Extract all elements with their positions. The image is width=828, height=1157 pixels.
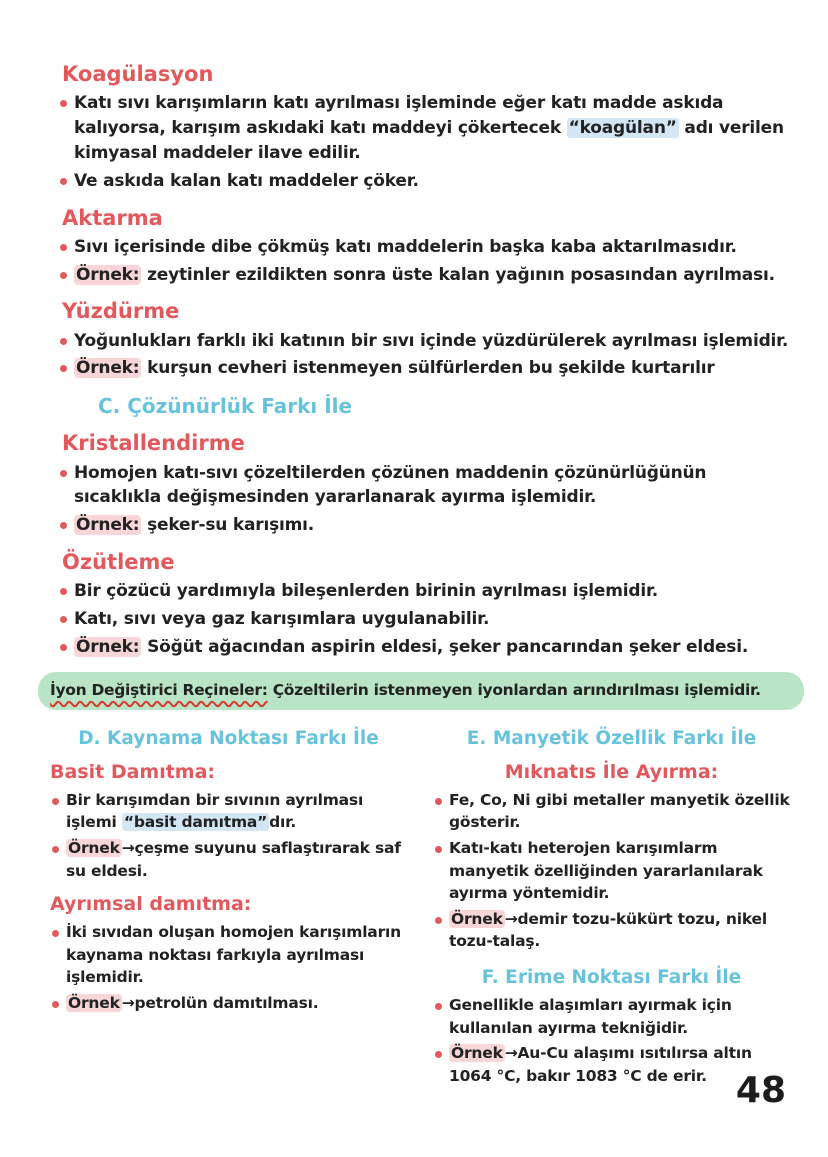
text-segment: Genellikle alaşımları ayırmak için kullanılan ayırma tekniğidir. xyxy=(449,996,737,1037)
banner-lead-text: İyon Değiştirici Reçineler: xyxy=(50,680,268,699)
section-heading: E. Manyetik Özellik Farkı İle xyxy=(466,727,757,749)
banner-rest-text: Çözeltilerin istenmeyen iyonlardan arındırılması işlemidir. xyxy=(267,680,761,699)
text-segment: Örnek: xyxy=(76,515,140,536)
bullet-dot-icon xyxy=(52,1001,59,1008)
text-segment: Katı-katı heterojen karışımlarm manyetik özelliğinden yararlanılarak ayırma yöntemidir. xyxy=(449,838,768,903)
bullet-text xyxy=(74,635,748,660)
section-heading: Yüzdürme xyxy=(62,299,180,324)
text-segment: Sıvı içerisinde dibe çökmüş katı maddelerin başka kaba aktarılmasıdır. xyxy=(74,236,737,257)
bullet-item xyxy=(429,837,794,905)
text-segment: →çeşme suyunu saflaştırarak saf su eldesi. xyxy=(66,838,407,880)
text-segment: Örnek xyxy=(451,909,503,928)
bullet-text xyxy=(66,921,411,989)
bullet-dot-icon xyxy=(60,365,67,372)
bullet-item xyxy=(429,789,794,834)
bullet-dot-icon xyxy=(435,1003,442,1010)
bullet-text xyxy=(449,994,794,1039)
bullet-text xyxy=(74,356,715,381)
right-column xyxy=(429,714,794,1091)
bullet-item xyxy=(46,513,794,538)
text-segment: zeytinler ezildikten sonra üste kalan yağının posasından ayrılması. xyxy=(141,264,775,285)
bullet-item xyxy=(46,921,411,989)
section-heading: F. Erime Noktası Farkı İle xyxy=(481,967,742,989)
text-segment: Örnek: xyxy=(76,636,140,657)
text-segment: Örnek xyxy=(68,838,120,857)
text-segment: kurşun cevheri istenmeyen sülfürlerden bu şekilde kurtarılır xyxy=(141,358,715,379)
text-segment: Katı sıvı karışımların katı ayrılması işleminde eğer katı madde askıda kalıyorsa, karışım askıdaki katı maddeyi çökertecek xyxy=(74,93,730,139)
bullet-text xyxy=(66,789,411,834)
text-segment: Bir karışımdan bir sıvının ayrılması işlemi xyxy=(66,790,369,832)
bullet-text xyxy=(74,235,737,260)
section-heading: D. Kaynama Noktası Farkı İle xyxy=(78,727,379,749)
text-segment: Söğüt ağacından aspirin eldesi, şeker pancarından şeker eldesi. xyxy=(141,636,749,657)
bullet-dot-icon xyxy=(435,846,442,853)
section-heading: C. Çözünürlük Farkı İle xyxy=(98,394,353,419)
bullet-dot-icon xyxy=(60,522,67,529)
section-heading: Özütleme xyxy=(62,549,175,574)
section-heading: Basit Damıtma: xyxy=(50,760,216,783)
text-segment: Bir çözücü yardımıyla bileşenlerden birinin ayrılması işlemidir. xyxy=(74,581,659,602)
bullet-item xyxy=(46,461,794,511)
bullet-text xyxy=(74,169,419,194)
bullet-item xyxy=(429,908,794,953)
bullet-text xyxy=(449,837,794,905)
bullet-dot-icon xyxy=(60,244,67,251)
bullet-dot-icon xyxy=(435,917,442,924)
text-segment: “basit damıtma” xyxy=(123,813,268,832)
text-segment: →petrolün damıtılması. xyxy=(121,993,319,1012)
section-heading: Aktarma xyxy=(62,205,163,230)
bullet-item xyxy=(46,837,411,882)
text-segment: →demir tozu-kükürt tozu, nikel tozu-talaş. xyxy=(449,909,773,951)
bullet-item xyxy=(46,263,794,288)
bullet-text xyxy=(74,579,658,604)
text-segment: Örnek: xyxy=(76,358,140,379)
text-segment: Katı, sıvı veya gaz karışımlara uygulanabilir. xyxy=(74,609,490,629)
bullet-item xyxy=(46,91,794,165)
bullet-item xyxy=(46,635,794,660)
two-column-area xyxy=(46,714,794,1091)
text-segment: Yoğunlukları farklı iki katının bir sıvı içinde yüzdürülerek ayrılması işlemidir. xyxy=(74,330,789,351)
bullet-item xyxy=(429,994,794,1039)
bullet-text xyxy=(449,908,794,953)
text-segment: Örnek xyxy=(451,1044,503,1063)
section-heading: Koagülasyon xyxy=(62,62,214,86)
bullet-item xyxy=(46,235,794,260)
bullet-item xyxy=(46,579,794,604)
text-segment: İki sıvıdan oluşan homojen karışımların kaynama noktası farkıyla ayrılması işlemidir. xyxy=(66,922,407,987)
left-column xyxy=(46,714,411,1018)
bullet-item xyxy=(46,992,411,1015)
bullet-item xyxy=(46,329,794,354)
bullet-text xyxy=(66,992,318,1015)
bullet-dot-icon xyxy=(52,846,59,853)
bullet-text xyxy=(74,607,489,632)
bullet-text xyxy=(74,513,314,538)
bullet-dot-icon xyxy=(435,798,442,805)
section-heading: Kristallendirme xyxy=(62,431,245,456)
bullet-text xyxy=(74,329,788,354)
text-segment: adı verilen kimyasal maddeler ilave edilir. xyxy=(74,118,790,163)
bullet-item xyxy=(46,607,794,632)
bullet-dot-icon xyxy=(52,798,59,805)
page-number: 48 xyxy=(735,1070,786,1111)
highlight-banner xyxy=(38,672,804,710)
bullet-dot-icon xyxy=(52,930,59,937)
bullet-text xyxy=(74,263,775,288)
bullet-text xyxy=(74,461,794,511)
bullet-item xyxy=(46,356,794,381)
bullet-dot-icon xyxy=(435,1051,442,1058)
text-segment: Homojen katı-sıvı çözeltilerden çözünen maddenin çözünürlüğünün sıcaklıkla değişmesinden yararlanarak ayırma işlemidir. xyxy=(74,462,713,508)
top-sections xyxy=(46,61,794,660)
text-segment: Örnek: xyxy=(76,264,140,285)
bullet-dot-icon xyxy=(60,616,67,623)
bullet-item xyxy=(46,789,411,834)
text-segment: →Au-Cu alaşımı ısıtılırsa altın 1064 °C, bakır 1083 °C de erir. xyxy=(449,1044,758,1086)
bullet-dot-icon xyxy=(60,100,67,107)
text-segment: Ve askıda kalan katı maddeler çöker. xyxy=(74,170,419,191)
text-segment: Fe, Co, Ni gibi metaller manyetik özellik gösterir. xyxy=(449,790,795,832)
bullet-dot-icon xyxy=(60,644,67,651)
text-segment: dır. xyxy=(269,813,297,832)
bullet-dot-icon xyxy=(60,338,67,345)
bullet-dot-icon xyxy=(60,588,67,595)
text-segment: Örnek xyxy=(68,993,120,1012)
bullet-dot-icon xyxy=(60,470,67,477)
text-segment: “koagülan” xyxy=(568,118,677,139)
bullet-text xyxy=(449,789,794,834)
section-heading: Mıknatıs İle Ayırma: xyxy=(504,760,719,783)
bullet-dot-icon xyxy=(60,272,67,279)
text-segment: şeker-su karışımı. xyxy=(141,515,315,536)
bullet-text xyxy=(66,837,411,882)
bullet-dot-icon xyxy=(60,178,67,185)
section-heading: Ayrımsal damıtma: xyxy=(50,893,252,916)
bullet-item xyxy=(46,169,794,194)
bullet-text xyxy=(74,91,794,165)
